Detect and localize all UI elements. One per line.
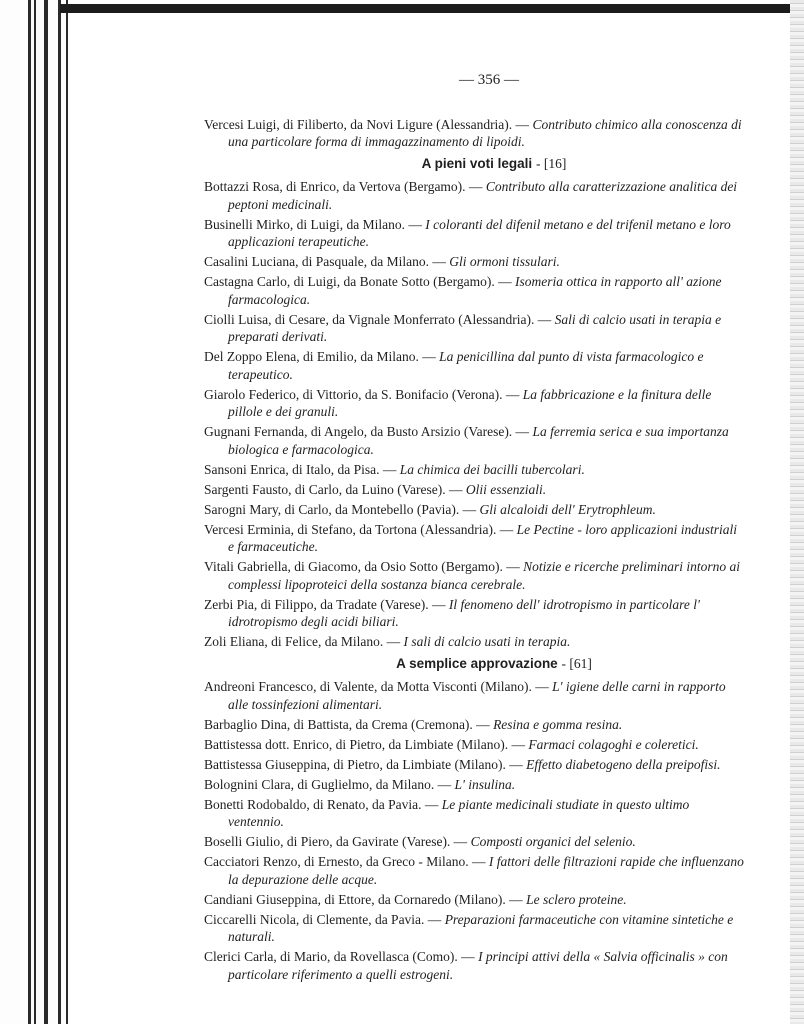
- entry-title: I sali di calcio usati in terapia.: [403, 634, 571, 649]
- entry-author: Bottazzi Rosa, di Enrico, da Vertova (Bergamo). —: [204, 179, 483, 194]
- entry-author: Vercesi Luigi, di Filiberto, da Novi Ligure (Alessandria). —: [204, 116, 530, 132]
- entry-title: Olii essenziali.: [465, 481, 547, 497]
- entry-title: I fattori delle filtrazioni rapide che influenzano la depurazione delle acque.: [228, 854, 744, 887]
- entry-author: Sansoni Enrica, di Italo, da Pisa. —: [204, 461, 397, 477]
- entry-author: Zerbi Pia, di Filippo, da Tradate (Varese). —: [204, 596, 446, 612]
- list-item: [204, 178, 744, 213]
- entry-title: Gli ormoni tissulari.: [449, 254, 560, 269]
- entry-author: Giarolo Federico, di Vittorio, da S. Bonifacio (Verona). —: [204, 386, 520, 402]
- section-heading-semplice-approvazione: [244, 655, 744, 673]
- entry-title: Gli alcaloidi dell' Erytrophleum.: [479, 501, 656, 517]
- entry-author: Bolognini Clara, di Guglielmo, da Milano. —: [204, 776, 452, 792]
- opening-entry: [204, 116, 744, 151]
- entry-title: Farmaci colagoghi e coleretici.: [528, 736, 699, 752]
- entry-title: Isomeria ottica in rapporto all' azione farmacologica.: [228, 274, 722, 307]
- right-scan-edge: [790, 0, 804, 1024]
- page-number: — 356 —: [459, 72, 519, 88]
- top-scan-edge: [60, 4, 804, 13]
- entry-title: La ferremia serica e sua importanza biologica e farmacologica.: [228, 424, 729, 457]
- entry-title: La chimica dei bacilli tubercolari.: [399, 461, 585, 477]
- entry-author: Sarogni Mary, di Carlo, da Montebello (Pavia). —: [204, 501, 477, 517]
- entry-title: Preparazioni farmaceutiche con vitamine sintetiche e naturali.: [228, 911, 734, 944]
- entry-author: Zoli Eliana, di Felice, da Milano. —: [204, 634, 401, 649]
- entry-author: Vitali Gabriella, di Giacomo, da Osio Sotto (Bergamo). —: [204, 559, 520, 574]
- list-item: [204, 776, 744, 794]
- list-item: [204, 716, 744, 734]
- entry-author: Ciccarelli Nicola, di Clemente, da Pavia. —: [204, 911, 442, 927]
- entry-author: Sargenti Fausto, di Carlo, da Luino (Varese). —: [204, 481, 463, 497]
- list-item: [204, 596, 744, 631]
- list-item: [204, 481, 744, 499]
- entry-author: Casalini Luciana, di Pasquale, da Milano. —: [204, 254, 446, 269]
- section-heading-text: A pieni voti legali: [421, 155, 533, 171]
- entry-author: Battistessa Giuseppina, di Pietro, da Limbiate (Milano). —: [204, 756, 523, 772]
- entry-list-semplice-approvazione: [204, 678, 744, 983]
- list-item: [204, 253, 744, 271]
- entry-author: Bonetti Rodobaldo, di Renato, da Pavia. —: [204, 796, 439, 812]
- entry-title: Contributo alla caratterizzazione analitica dei peptoni medicinali.: [228, 179, 738, 212]
- list-item: [204, 678, 744, 713]
- entry-title: I coloranti del difenil metano e del trifenil metano e loro applicazioni terapeutiche.: [228, 216, 731, 249]
- list-item: [204, 736, 744, 754]
- entry-author: Castagna Carlo, di Luigi, da Bonate Sotto (Bergamo). —: [204, 274, 512, 289]
- entry-title: Resina e gomma resina.: [493, 716, 623, 732]
- entry-author: Cacciatori Renzo, di Ernesto, da Greco - Milano. —: [204, 854, 486, 869]
- list-item: [204, 911, 744, 946]
- list-item: [204, 423, 744, 458]
- section-heading-pieni-voti: [244, 155, 744, 173]
- section-heading-text: A semplice approvazione: [396, 655, 558, 671]
- entry-title: Sali di calcio usati in terapia e preparati derivati.: [228, 311, 722, 344]
- entry-author: Businelli Mirko, di Luigi, da Milano. —: [204, 216, 422, 232]
- entry-author: Barbaglio Dina, di Battista, da Crema (Cremona). —: [204, 716, 490, 732]
- entry-title: I principi attivi della « Salvia officinalis » con particolare riferimento a quelli estrogeni.: [228, 949, 728, 982]
- entry-author: Del Zoppo Elena, di Emilio, da Milano. —: [204, 349, 436, 364]
- list-item: [204, 756, 744, 774]
- entry-author: Vercesi Erminia, di Stefano, da Tortona (Alessandria). —: [204, 521, 514, 537]
- list-item: [204, 521, 744, 556]
- list-item: [204, 891, 744, 909]
- entry-author: Gugnani Fernanda, di Angelo, da Busto Arsizio (Varese). —: [204, 424, 530, 439]
- entry-title: Il fenomeno dell' idrotropismo in particolare l' idrotropismo degli acidi biliari.: [228, 596, 700, 629]
- entry-author: Battistessa dott. Enrico, di Pietro, da Limbiate (Milano). —: [204, 736, 525, 752]
- list-item: [204, 948, 744, 983]
- entry-title: L' insulina.: [454, 776, 516, 792]
- list-item: [204, 273, 744, 308]
- entry-author: Ciolli Luisa, di Cesare, da Vignale Monferrato (Alessandria). —: [204, 311, 552, 327]
- entry-title: La fabbricazione e la finitura delle pillole e dei granuli.: [228, 386, 712, 419]
- entry-title: Le piante medicinali studiate in questo ultimo ventennio.: [228, 796, 690, 829]
- entry-title: Le Pectine - loro applicazioni industriali e farmaceutiche.: [228, 521, 737, 554]
- list-item: [204, 311, 744, 346]
- entry-title: Contributo chimico alla conoscenza di una particolare forma di immagazzinamento di lipoidi.: [228, 116, 742, 149]
- entry-title: Effetto diabetogeno della preipofisi.: [526, 756, 721, 772]
- list-item: [204, 386, 744, 421]
- document-page: [204, 72, 744, 986]
- list-item: [204, 348, 744, 383]
- entry-author: Boselli Giulio, di Piero, da Gavirate (Varese). —: [204, 834, 468, 849]
- section-count: - [61]: [561, 655, 592, 671]
- entry-author: Candiani Giuseppina, di Ettore, da Cornaredo (Milano). —: [204, 891, 523, 907]
- entry-title: Notizie e ricerche preliminari intorno ai complessi lipoproteici della sostanza bianca cerebrale.: [228, 559, 740, 592]
- entry-author: Clerici Carla, di Mario, da Rovellasca (Como). —: [204, 949, 475, 964]
- list-item: [204, 558, 744, 593]
- entry-title: Composti organici del selenio.: [470, 834, 636, 849]
- entry-title: La penicillina dal punto di vista farmacologico e terapeutico.: [228, 349, 704, 382]
- list-item: [204, 796, 744, 831]
- list-item: [204, 501, 744, 519]
- section-count: - [16]: [535, 155, 567, 171]
- list-item: [204, 216, 744, 251]
- list-item: [204, 833, 744, 851]
- entry-title: Le sclero proteine.: [526, 891, 627, 907]
- entry-title: L' igiene delle carni in rapporto alle tossinfezioni alimentari.: [228, 679, 726, 712]
- list-item: [204, 461, 744, 479]
- list-item: [204, 633, 744, 651]
- entry-author: Andreoni Francesco, di Valente, da Motta Visconti (Milano). —: [204, 679, 549, 694]
- binding-gutter: [0, 0, 70, 1024]
- entry-list-pieni-voti: [204, 178, 744, 651]
- list-item: [204, 853, 744, 888]
